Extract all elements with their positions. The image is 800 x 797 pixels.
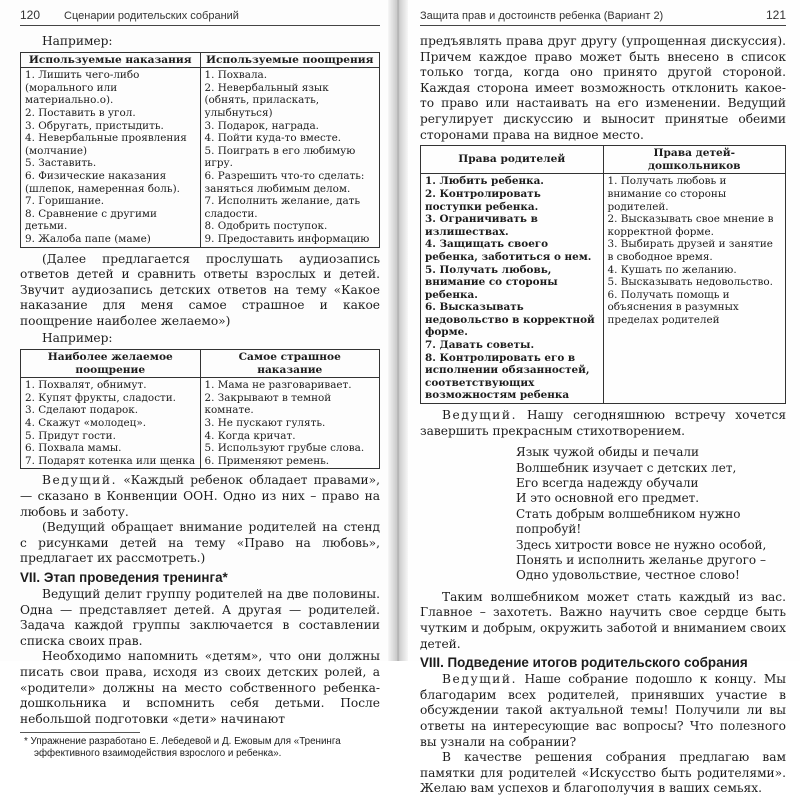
list-item: 6. Применяют ремень. bbox=[204, 454, 330, 467]
list-item: 3. Сделают подарок. bbox=[25, 404, 139, 417]
table2-header-2: Самое страшное наказание bbox=[200, 350, 380, 378]
list-item: 2. Закрывают в темной комнате. bbox=[204, 391, 332, 417]
poem-line: Понять и исполнить желанье другого – bbox=[516, 553, 766, 568]
list-item: 7. Давать советы. bbox=[425, 339, 535, 352]
list-item: 1. Получать любовь и внимание со стороны родителей. bbox=[607, 175, 727, 213]
left-paragraph-2 bbox=[20, 473, 380, 520]
list-item: 2. Купят фрукты, сладости. bbox=[25, 391, 176, 404]
poem-line: Стать добрым волшебником нужно попробуй! bbox=[516, 506, 741, 537]
right-paragraph-2 bbox=[420, 408, 786, 439]
table3-col-1 bbox=[421, 174, 604, 404]
footnote: * Упражнение разработано Е. Лебедевой и Д. Ежовым для «Тренинга эффективного взаимодействия взрослого и ребенка». bbox=[24, 736, 341, 760]
left-running-header bbox=[20, 8, 380, 26]
speaker-label: Ведущий. bbox=[442, 672, 518, 687]
section-vii-heading: VII. Этап проведения тренинга* bbox=[20, 569, 228, 585]
poem-line: Волшебник изучает с детских лет, bbox=[516, 460, 737, 475]
list-item: 3. Выбирать друзей и занятие в свободное время. bbox=[607, 238, 773, 263]
table2-header-1: Наиболее желаемое поощрение bbox=[21, 350, 201, 378]
list-item: 3. Не пускают гулять. bbox=[204, 417, 326, 430]
speaker-label: Ведущий. bbox=[442, 408, 518, 423]
footnote-rule bbox=[20, 732, 140, 733]
list-item: 2. Высказывать свое мнение в корректной форме. bbox=[607, 213, 774, 238]
list-item: 1. Похвалят, обнимут. bbox=[25, 379, 147, 392]
list-item: 4. Когда кричат. bbox=[204, 429, 296, 442]
right-paragraph-5: В качестве решения собрания предлагаю вам памятки для родителей «Искусство быть родителями». Желаю вам успехов и благополучия в ваших семьях. bbox=[420, 750, 786, 796]
list-item: 5. Заставить. bbox=[25, 157, 97, 170]
right-page-number: 121 bbox=[765, 8, 786, 22]
left-paragraph-4: Ведущий делит группу родителей на две половины. Одна — представляет детей. А другая — родителей. Задача каждой группы заключается в составлении списка своих прав. bbox=[20, 586, 380, 648]
list-item: 3. Ограничивать в излишествах. bbox=[425, 213, 538, 238]
list-item: 3. Обругать, пристыдить. bbox=[25, 119, 164, 132]
right-running-title: Защита прав и достоинств ребенка (Вариант 2) bbox=[420, 10, 664, 22]
table2-col-1 bbox=[21, 378, 201, 469]
list-item: 7. Подарят котенка или щенка bbox=[25, 454, 196, 467]
list-item: 5. Получать любовь, внимание со стороны ребенка. bbox=[425, 263, 558, 301]
rights-table bbox=[420, 145, 786, 404]
section-viii-heading: VIII. Подведение итогов родительского собрания bbox=[420, 655, 748, 671]
poem-line: Одно удовольствие, честное слово! bbox=[516, 568, 740, 583]
desired-feared-table bbox=[20, 349, 380, 469]
list-item: 2. Поставить в угол. bbox=[25, 106, 136, 119]
list-item: 5. Используют грубые слова. bbox=[204, 442, 365, 455]
list-item: 4. Кушать по желанию. bbox=[607, 263, 737, 276]
list-item: 2. Невербальный язык (обнять, приласкать, улыбнуться) bbox=[204, 81, 329, 119]
example-label-1: Например: bbox=[42, 34, 113, 48]
speaker-label: Ведущий. bbox=[42, 473, 118, 488]
poem bbox=[516, 445, 786, 584]
list-item: 4. Защищать своего ребенка, заботиться о нем. bbox=[425, 238, 592, 263]
right-running-header bbox=[420, 8, 786, 26]
table3-header-2: Права детей-дошкольников bbox=[603, 146, 786, 174]
table1-header-1: Используемые наказания bbox=[21, 52, 201, 68]
poem-line: Его всегда надежду обучали bbox=[516, 476, 699, 491]
list-item: 9. Жалоба папе (маме) bbox=[25, 232, 151, 245]
table3-col-2 bbox=[603, 174, 786, 404]
poem-line: Язык чужой обиды и печали bbox=[516, 445, 699, 460]
right-page bbox=[408, 0, 800, 796]
list-item: 8. Одобрить поступок. bbox=[204, 220, 328, 233]
table1-col-2 bbox=[200, 68, 380, 247]
right-paragraph-3: Таким волшебником может стать каждый из вас. Главное – захотеть. Важно научить свое сердце быть чутким и добрым, окружить заботой и вниманием своих детей. bbox=[420, 589, 786, 651]
list-item: 4. Пойти куда-то вместе. bbox=[204, 132, 342, 145]
list-item: 2. Контролировать поступки ребенка. bbox=[425, 187, 541, 213]
list-item: 3. Подарок, награда. bbox=[204, 119, 319, 132]
left-page-number: 120 bbox=[20, 8, 41, 22]
book-gutter bbox=[388, 0, 408, 661]
table1-header-2: Используемые поощрения bbox=[200, 52, 380, 68]
list-item: 5. Придут гости. bbox=[25, 429, 116, 442]
list-item: 1. Любить ребенка. bbox=[425, 175, 544, 188]
poem-line: И это основной его предмет. bbox=[516, 491, 700, 506]
list-item: 1. Лишить чего-либо (морального или материально.о). bbox=[25, 69, 140, 107]
left-paragraph-3: (Ведущий обращает внимание родителей на стенд с рисунками детей на тему «Право на любовь», предлагает их рассмотреть.) bbox=[20, 520, 380, 566]
list-item: 6. Разрешить что-то сделать: заняться любимым делом. bbox=[204, 169, 365, 195]
left-paragraph-1: (Далее предлагается прослушать аудиозапись ответов детей и сравнить ответы взрослых и детей. Звучит аудиозапись детских ответов на тему «Какое наказание для меня самое страшное и какое поощрение наиболее желаемо») bbox=[20, 251, 380, 328]
left-paragraph-5: Необходимо напомнить «детям», что они должны писать свои права, исходя из своих детских ролей, а «родители» должны на место собственного ребенка-дошкольника и вспомнить себя детьми. После небольшой подготовки «дети» начинают bbox=[20, 649, 380, 726]
list-item: 9. Предоставить информацию bbox=[204, 232, 370, 245]
list-item: 1. Похвала. bbox=[204, 69, 268, 82]
right-paragraph-4-text: Наше собрание подошло к концу. Мы благодарим всех родителей, принявших участие в обсуждении такой актуальной темы! Получили ли вы ответы на интересующие вас вопросы? Что полезного вы узнали на собрании? bbox=[420, 672, 786, 749]
list-item: 1. Мама не разговаривает. bbox=[204, 379, 352, 392]
list-item: 6. Высказывать недовольство в корректной форме. bbox=[425, 301, 595, 339]
right-paragraph-1: предъявлять права друг другу (упрощенная дискуссия). Причем каждое право может быть внесено в список только тогда, когда оно принято другой стороной. Каждая сторона имеет возможность отклонить какое-то право или настаивать на его изменении. Ведущий регулирует дискуссию и выносит принятые обеими сторонами права на видное место. bbox=[420, 34, 786, 142]
poem-line: Здесь хитрости вовсе не нужно особой, bbox=[516, 537, 767, 552]
list-item: 5. Высказывать недовольство. bbox=[607, 276, 773, 289]
list-item: 7. Горишание. bbox=[25, 195, 105, 208]
left-running-title: Сценарии родительских собраний bbox=[64, 10, 239, 22]
table3-header-1: Права родителей bbox=[421, 146, 604, 174]
list-item: 8. Контролировать его в исполнении обязанностей, соответствующих возможностям ребенка bbox=[425, 351, 590, 402]
right-paragraph-2-text: Нашу сегодняшнюю встречу хочется завершить прекрасным стихотворением. bbox=[420, 408, 787, 438]
table2-col-2 bbox=[200, 378, 380, 469]
list-item: 8. Сравнение с другими детьми. bbox=[25, 207, 157, 233]
list-item: 6. Похвала мамы. bbox=[25, 442, 122, 455]
list-item: 4. Скажут «молодец». bbox=[25, 417, 147, 430]
left-page bbox=[0, 0, 388, 760]
left-paragraph-2-text: «Каждый ребенок обладает правами», — сказано в Конвенции ООН. Одно из них – право на любовь и заботу. bbox=[20, 473, 381, 519]
table1-col-1 bbox=[21, 68, 201, 247]
right-paragraph-4 bbox=[420, 672, 786, 750]
list-item: 6. Получать помощь и объяснения в разумных пределах родителей bbox=[607, 288, 739, 326]
list-item: 4. Невербальные проявления (молчание) bbox=[25, 132, 187, 157]
list-item: 6. Физические наказания (шлепок, намеренная боль). bbox=[25, 169, 180, 195]
punishments-rewards-table bbox=[20, 52, 380, 248]
example-label-2: Например: bbox=[42, 331, 113, 346]
list-item: 5. Поиграть в его любимую игру. bbox=[204, 144, 356, 170]
list-item: 7. Исполнить желание, дать сладости. bbox=[204, 195, 361, 220]
